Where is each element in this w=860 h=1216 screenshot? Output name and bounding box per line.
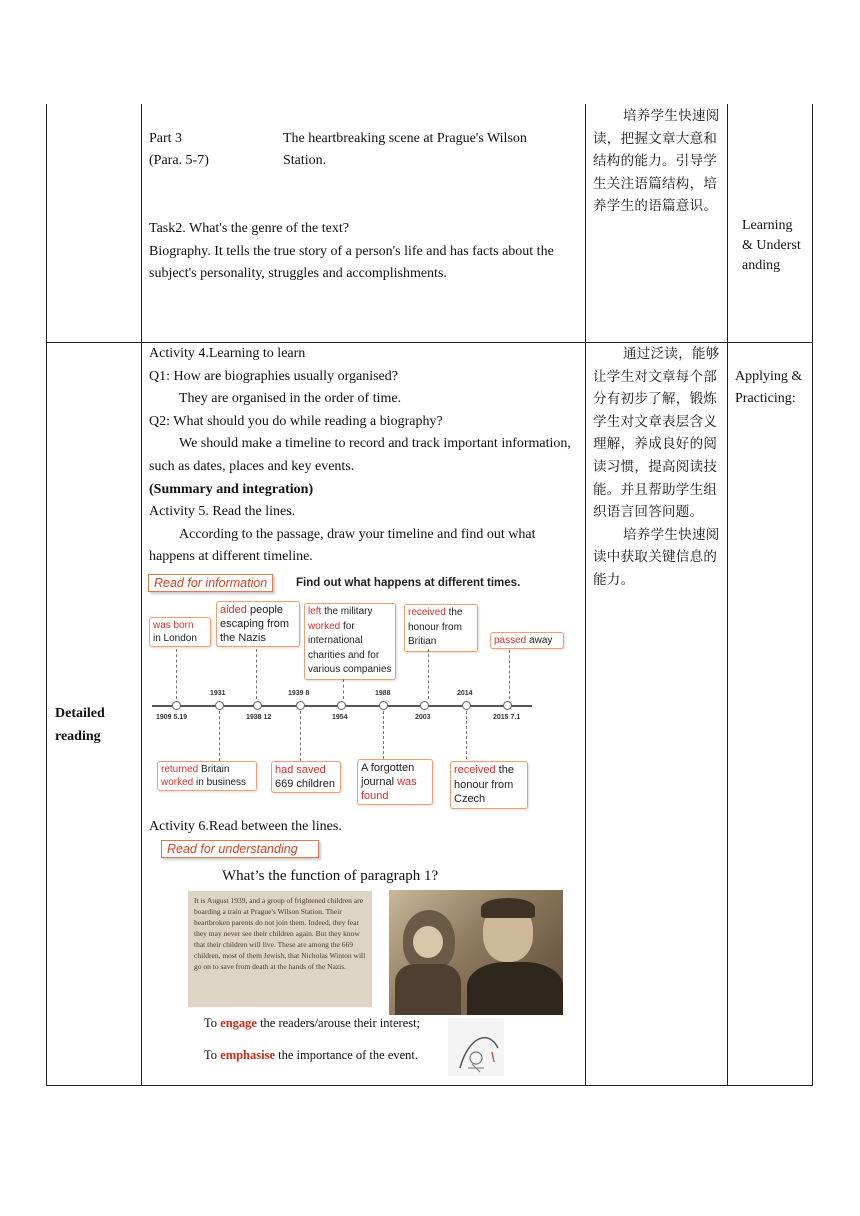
fishing-sketch-icon (448, 1018, 504, 1076)
event-born: was born in London (149, 617, 211, 647)
q1: Q1: How are biographies usually organised? (149, 368, 398, 384)
timeline-dot (379, 701, 388, 710)
table-border-bottom (46, 1085, 813, 1086)
connector (219, 711, 220, 761)
column-divider-2 (585, 104, 586, 1086)
task2-question: Task2. What's the genre of the text? (149, 221, 349, 236)
timeline-dot (215, 701, 224, 710)
table-border-right (812, 104, 813, 1086)
event-received-czech: received the honour from Czech (450, 761, 528, 809)
read-for-understanding-tag: Read for understanding (161, 840, 319, 858)
purpose-row2-p1: 通过泛读，能够让学生对文章每个部分有初步了解，锻炼学生对文章表层含义理解，养成良好的阅读习惯，提高阅读技能。并且帮助学生组织语言回答问题。 (593, 346, 720, 521)
activity5-body: According to the passage, draw your timeline and find out what happens at different timeline. (149, 526, 536, 565)
year-1988: 1988 (375, 690, 391, 697)
timeline-figure (146, 571, 566, 807)
task2-answer: Biography. It tells the true story of a person's life and has facts about the subject's personality, struggles and accomplishments. (149, 243, 554, 282)
connector (300, 711, 301, 761)
column-divider-1 (141, 104, 142, 1086)
connector (343, 679, 344, 699)
act6-question: What’s the function of paragraph 1? (222, 868, 439, 884)
timeline-dot (462, 701, 471, 710)
winton-photo (389, 890, 563, 1015)
year-1939: 1939 8 (288, 690, 310, 697)
timeline-dot (420, 701, 429, 710)
event-journal-found: A forgotten journal was found (357, 759, 433, 805)
level-row2: Applying & Practicing: (735, 369, 803, 406)
part-title-line1: The heartbreaking scene at Prague's Wilson (283, 131, 527, 146)
task2-block (149, 218, 573, 286)
part-label: Part 3 (149, 131, 183, 146)
read-for-information-tag: Read for information (148, 574, 273, 592)
connector (256, 649, 257, 699)
event-left-military: left the military worked for international charities and for various companies (304, 603, 396, 680)
activity5-title: Activity 5. Read the lines. (149, 504, 296, 520)
timeline-dot (172, 701, 181, 710)
connector (176, 649, 177, 699)
event-saved-children: had saved 669 children (271, 761, 341, 793)
excerpt-image (188, 891, 372, 1007)
year-1938: 1938 12 (246, 714, 272, 721)
part-title-line2: Station. (283, 153, 327, 168)
connector (509, 650, 510, 699)
table-border-left (46, 104, 47, 1086)
event-passed-away: passed away (490, 632, 564, 649)
year-1954: 1954 (332, 714, 348, 721)
stage-label: Detailed reading (55, 706, 105, 744)
child-face (413, 926, 443, 958)
event-returned-britain: returned Britain worked in business (157, 761, 257, 791)
year-1909: 1909 5.19 (156, 714, 188, 721)
timeline-dot (337, 701, 346, 710)
child-body (395, 964, 461, 1015)
excerpt-text: It is August 1939, and a group of frightened children are boarding a train at Prague's Wilson Station. Their heartbroken parents do not join them. Indeed, they fear they may never see their children again. But they know that their children will live. These are among the 669 children, most of them Jewish, that Nicholas Winton will go on to save from death at the hands of the Nazis. (194, 896, 366, 971)
q2: Q2: What should you do while reading a biography? (149, 413, 443, 429)
activity6-title: Activity 6.Read between the lines. (149, 819, 342, 834)
level-row1: Learning & Understanding (742, 218, 801, 273)
timeline-heading: Find out what happens at different times. (296, 577, 521, 589)
function-1: To engage the readers/arouse their interest; (204, 1016, 421, 1030)
man-suit (467, 962, 563, 1015)
a2: We should make a timeline to record and track important information, such as dates, places and key events. (149, 436, 571, 474)
timeline-dot (503, 701, 512, 710)
connector (466, 711, 467, 759)
year-2014: 2014 (457, 690, 473, 697)
timeline-dot (296, 701, 305, 710)
a1: They are organised in the order of time. (179, 391, 402, 407)
connector (383, 711, 384, 759)
summary-heading: (Summary and integration) (149, 481, 314, 497)
column-divider-3 (727, 104, 728, 1086)
year-2003: 2003 (415, 714, 431, 721)
timeline-dot (253, 701, 262, 710)
purpose-row1: 培养学生快速阅读，把握文章大意和结构的能力。引导学生关注语篇结构，培养学生的语篇意识。 (593, 108, 720, 215)
activity4-block (149, 343, 573, 569)
year-1931: 1931 (210, 690, 226, 697)
lesson-table (46, 104, 813, 1086)
year-2015: 2015 7.1 (493, 714, 521, 721)
event-aided: aided people escaping from the Nazis (216, 601, 300, 647)
man-hair (481, 898, 535, 918)
part3-block (149, 128, 579, 174)
connector (428, 649, 429, 699)
purpose-row2 (593, 343, 721, 592)
function-2: To emphasise the importance of the event. (204, 1048, 419, 1062)
activity4-title: Activity 4.Learning to learn (149, 346, 306, 361)
purpose-row2-p2: 培养学生快速阅读中获取关键信息的能力。 (593, 526, 720, 588)
para-label: (Para. 5-7) (149, 153, 209, 168)
event-received-britain: received the honour from Britian (404, 604, 478, 652)
